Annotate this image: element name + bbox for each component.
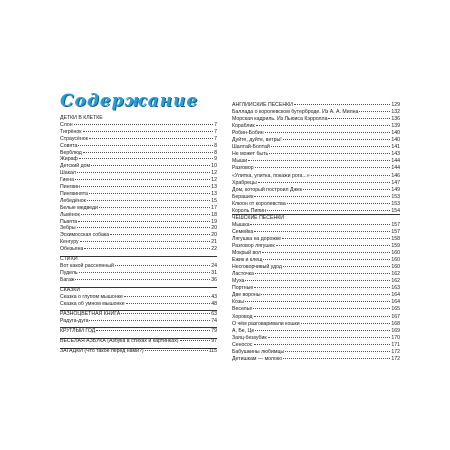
- toc-entry-page: 141: [391, 144, 400, 151]
- toc-entry-page: 170: [391, 334, 400, 341]
- dot-leader: [78, 221, 210, 222]
- toc-entry-title: Ежик и клещ: [232, 257, 263, 264]
- toc-entry-title: Мыши: [232, 158, 248, 165]
- toc-entry-page: 63: [211, 310, 217, 317]
- toc-entry-title: Сказка об умном мышонке: [60, 300, 125, 307]
- toc-entry: [232, 271, 400, 278]
- dot-leader: [74, 124, 214, 125]
- dot-leader: [110, 234, 210, 235]
- toc-entry-page: 7: [214, 135, 217, 142]
- toc-entry-title: Кенгуру: [60, 239, 79, 246]
- dot-leader: [245, 301, 390, 302]
- toc-entry-title: Зебры: [60, 225, 76, 232]
- dot-leader: [81, 186, 210, 187]
- toc-entry-page: 140: [391, 130, 400, 137]
- dot-leader: [287, 203, 391, 204]
- toc-entry-title: Лягушка на дорожке: [232, 235, 282, 242]
- toc-entry: [232, 158, 400, 165]
- toc-entry: [232, 278, 400, 285]
- toc-entry-title: СТИХИ: [60, 256, 78, 263]
- toc-entry-title: Робин-Бобин: [232, 130, 264, 137]
- toc-entry: [232, 222, 400, 229]
- toc-entry-title: Радуга-дуга: [60, 317, 89, 324]
- toc-entry-page: 24: [211, 263, 217, 270]
- dot-leader: [255, 167, 391, 168]
- toc-entry-page: 162: [391, 271, 400, 278]
- toc-entry-title: ЧЕШСКИЕ ПЕСЕНКИ: [232, 214, 284, 221]
- toc-entry-title: Берашек: [232, 193, 254, 200]
- toc-entry-title: Сеносос: [232, 341, 253, 348]
- toc-entry-page: 18: [211, 211, 217, 218]
- dot-leader: [96, 330, 210, 331]
- toc-entry-page: 171: [391, 341, 400, 348]
- toc-entry-title: Обезьяна: [60, 246, 84, 253]
- dot-leader: [87, 200, 210, 201]
- toc-entry-title: Совята: [60, 142, 78, 149]
- toc-entry-title: Пьвята: [60, 218, 78, 225]
- toc-entry-page: 154: [391, 207, 400, 214]
- dot-leader: [245, 280, 390, 281]
- toc-entry-title: Белые медведи: [60, 204, 98, 211]
- toc-entry-title: Муха: [232, 278, 245, 285]
- toc-entry: [232, 328, 400, 335]
- toc-entry-page: 7: [214, 128, 217, 135]
- dot-leader: [282, 238, 390, 239]
- dot-leader: [258, 182, 391, 183]
- toc-entry-title: Детский дом: [60, 163, 91, 170]
- dot-leader: [328, 118, 390, 119]
- toc-entry-page: 10: [211, 163, 217, 170]
- toc-entry-title: РАЗНОЦВЕТНАЯ КНИГА: [60, 310, 121, 317]
- toc-entry: [232, 229, 400, 236]
- toc-entry-title: Морская кадриль. Из Льюиса Кэрролла: [232, 116, 328, 123]
- dot-leader: [267, 210, 390, 211]
- toc-section-heading: [60, 328, 217, 335]
- toc-entry-page: 17: [211, 204, 217, 211]
- toc-entry: [232, 165, 400, 172]
- toc-entry-title: ВЕСЁЛАЯ АЗБУКА (Азбука в стихах и картинках): [60, 338, 179, 344]
- toc-entry-title: Багаж: [60, 276, 75, 283]
- toc-entry-title: Дуйте, дуйте, ветры!: [232, 137, 282, 144]
- dot-leader: [276, 245, 391, 246]
- dot-leader: [253, 308, 390, 309]
- toc-entry-page: 147: [391, 179, 400, 186]
- dot-leader: [265, 132, 391, 133]
- toc-entry: [232, 306, 400, 313]
- toc-entry-title: Лебедёнок: [60, 197, 86, 204]
- toc-entry-page: 13: [211, 184, 217, 190]
- toc-entry-title: Шалтай-Болтай: [232, 144, 270, 151]
- toc-entry-title: Бабушкины любимцы: [232, 348, 285, 355]
- dot-leader: [121, 313, 210, 314]
- toc-entry-title: Несговорчивый удод: [232, 264, 282, 271]
- toc-entry: [232, 264, 400, 271]
- toc-entry-title: Не может быть: [232, 151, 269, 158]
- toc-entry-title: Страусёнок: [60, 135, 88, 142]
- toc-entry-page: 163: [391, 285, 400, 292]
- dot-leader: [254, 231, 390, 232]
- toc-entry: [232, 257, 400, 264]
- toc-entry-page: 97: [211, 338, 217, 344]
- toc-entry-title: Мышка: [232, 221, 250, 228]
- dot-leader: [99, 207, 210, 208]
- toc-entry-title: Ласточка: [232, 271, 254, 278]
- dot-leader: [124, 296, 210, 297]
- dot-leader: [254, 344, 391, 345]
- toc-entry-page: 172: [391, 355, 400, 362]
- toc-entry-title: Клюон от королевства: [232, 200, 286, 207]
- dot-leader: [283, 266, 390, 267]
- dot-leader: [80, 241, 211, 242]
- toc-entry: [232, 236, 400, 243]
- dot-leader: [250, 224, 390, 225]
- dot-leader: [81, 214, 210, 215]
- toc-entry-title: Верблюд: [60, 149, 82, 156]
- toc-entry: [60, 246, 217, 253]
- dot-leader: [89, 320, 210, 321]
- toc-entry-page: 144: [391, 165, 400, 172]
- toc-entry-title: Разговор лягушек: [232, 243, 275, 249]
- toc-entry-page: 139: [391, 123, 400, 130]
- toc-entry-title: ЗАГАДКИ (Что такое перед нами?): [60, 348, 144, 355]
- toc-entry-page: 153: [391, 200, 400, 207]
- toc-entry-page: 160: [391, 257, 400, 264]
- toc-entry: [232, 285, 400, 292]
- toc-entry-title: Шакал: [60, 170, 76, 177]
- toc-entry: [232, 144, 400, 151]
- toc-entry-page: 21: [211, 239, 217, 246]
- toc-entry-page: 31: [211, 270, 217, 276]
- toc-entry-title: «Улитка, улитка, покажи рога...»: [232, 172, 310, 179]
- toc-entry-page: 132: [391, 109, 400, 116]
- toc-entry-title: Храбрецы: [232, 179, 257, 186]
- toc-entry-title: Веселье: [232, 306, 253, 313]
- dot-leader: [294, 104, 390, 105]
- toc-entry-page: 143: [391, 151, 400, 158]
- toc-entry-title: Две вороны: [232, 292, 261, 299]
- toc-section-heading: [232, 215, 400, 222]
- toc-entry-title: Пингвинята: [60, 190, 88, 197]
- toc-entry-page: 172: [391, 348, 400, 355]
- toc-entry: [232, 187, 400, 194]
- toc-entry-page: 8: [214, 142, 217, 149]
- toc-entry: [232, 356, 400, 363]
- toc-entry-page: 146: [391, 172, 400, 179]
- toc-entry-page: 20: [211, 232, 217, 239]
- toc-entry: [232, 123, 400, 130]
- dot-leader: [77, 172, 210, 173]
- toc-entry: [232, 250, 400, 257]
- toc-entry-page: 165: [391, 306, 400, 313]
- toc-entry-page: 22: [211, 246, 217, 253]
- toc-entry-page: 144: [391, 158, 400, 165]
- toc-entry: [60, 301, 217, 308]
- toc-section-heading: [60, 338, 217, 345]
- toc-entry-title: Сказка о глупом мышонке: [60, 293, 123, 300]
- dot-leader: [254, 196, 390, 197]
- dot-leader: [283, 358, 390, 359]
- dot-leader: [126, 303, 211, 304]
- dot-leader: [271, 146, 391, 147]
- toc-entry-title: Тигрёнок: [60, 128, 82, 135]
- toc-entry: [232, 173, 400, 180]
- toc-entry-title: Баллада о королевском бутерброде. Из А. А. Милна: [232, 109, 359, 116]
- toc-entry: [232, 349, 400, 356]
- toc-entry-title: Козы: [232, 299, 244, 306]
- toc-entry: [232, 335, 400, 342]
- dot-leader: [311, 175, 391, 176]
- toc-entry-page: 168: [391, 320, 400, 327]
- toc-entry: [232, 109, 400, 116]
- toc-entry-title: Эскимосская собака: [60, 232, 110, 239]
- toc-entry: [60, 277, 217, 284]
- toc-entry-page: 169: [391, 327, 400, 334]
- toc-entry: [60, 318, 217, 325]
- dot-leader: [84, 248, 210, 249]
- toc-entry-title: Дом, который построил Джек: [232, 186, 303, 193]
- toc-entry-page: 136: [391, 116, 400, 123]
- toc-entry: [232, 137, 400, 144]
- toc-entry-page: 43: [211, 293, 217, 300]
- toc-entry-page: 15: [211, 197, 217, 204]
- toc-entry-page: 79: [211, 327, 217, 334]
- toc-entry-page: 162: [391, 278, 400, 285]
- toc-entry-page: 157: [391, 228, 400, 235]
- toc-entry-page: 48: [211, 300, 217, 307]
- toc-entry-page: 164: [391, 292, 400, 299]
- toc-entry-page: 12: [211, 177, 217, 184]
- toc-entry-title: Мокрый вол: [232, 250, 261, 257]
- toc-entry-page: 160: [391, 264, 400, 271]
- toc-entry-title: Гиена: [60, 177, 75, 184]
- dot-leader: [248, 160, 390, 161]
- toc-entry-page: 7: [214, 121, 217, 128]
- dot-leader: [75, 279, 210, 280]
- toc-entry: [232, 130, 400, 137]
- toc-entry-title: АНГЛИЙСКИЕ ПЕСЕНКИ: [232, 102, 293, 108]
- toc-entry-title: КРУГЛЫЙ ГОД: [60, 327, 96, 334]
- toc-entry: [232, 180, 400, 187]
- toc-entry-page: 158: [391, 235, 400, 242]
- toc-entry-page: 149: [391, 186, 400, 193]
- dot-leader: [263, 259, 390, 260]
- toc-entry: [232, 314, 400, 321]
- toc-entry-page: 8: [214, 149, 217, 156]
- dot-leader: [256, 125, 391, 126]
- dot-leader: [254, 316, 391, 317]
- toc-entry: [232, 321, 400, 328]
- toc-entry: [232, 299, 400, 306]
- toc-entry-title: Король Пипин: [232, 207, 266, 214]
- toc-entry-title: Семейка: [232, 228, 254, 235]
- dot-leader: [269, 153, 390, 154]
- toc-entry-page: 20: [211, 225, 217, 232]
- toc-entry-title: О чём разговаривали кошки: [232, 320, 300, 327]
- dot-leader: [77, 227, 211, 228]
- dot-leader: [268, 337, 391, 338]
- dot-leader: [283, 139, 391, 140]
- toc-entry-page: 74: [211, 317, 217, 324]
- toc-entry-title: ДЕТКИ В КЛЕТКЕ: [60, 115, 103, 121]
- toc-entry-page: 129: [391, 102, 400, 108]
- dot-leader: [79, 272, 211, 273]
- dot-leader: [255, 330, 390, 331]
- toc-entry-title: Львёнок: [60, 211, 80, 218]
- dot-leader: [303, 189, 390, 190]
- dot-leader: [285, 351, 390, 352]
- toc-entry-title: Заяц-беззубик: [232, 334, 267, 341]
- dot-leader: [255, 273, 390, 274]
- toc-entry: [232, 201, 400, 208]
- toc-entry: [232, 151, 400, 158]
- dot-leader: [89, 138, 213, 139]
- toc-entry-title: Кораблик: [232, 123, 255, 130]
- page-title: Содержание: [60, 91, 199, 111]
- toc-entry: [232, 292, 400, 299]
- toc-entry: [232, 342, 400, 349]
- toc-entry-page: 36: [211, 276, 217, 283]
- toc-entry-page: 160: [391, 250, 400, 257]
- toc-entry-title: Вот какой рассеянный: [60, 263, 114, 270]
- toc-entry-title: Пингвин: [60, 184, 80, 190]
- toc-entry-title: Пудель: [60, 270, 78, 276]
- toc-entry-page: 19: [211, 218, 217, 225]
- dot-leader: [91, 165, 210, 166]
- toc-entry-page: 12: [211, 170, 217, 177]
- toc-entry-title: Детишкам — молоко: [232, 355, 283, 362]
- toc-entry-page: 153: [391, 193, 400, 200]
- dot-leader: [261, 294, 390, 295]
- toc-entry-page: 13: [211, 190, 217, 197]
- toc-entry: [232, 194, 400, 201]
- dot-leader: [89, 193, 210, 194]
- dot-leader: [180, 340, 211, 341]
- toc-entry-title: Разговор: [232, 165, 254, 172]
- toc-entry-title: Портные: [232, 285, 254, 292]
- toc-entry-page: 167: [391, 313, 400, 320]
- dot-leader: [115, 265, 210, 266]
- toc-section-heading: [60, 348, 217, 355]
- dot-leader: [301, 323, 391, 324]
- toc-entry-page: 115: [208, 348, 217, 355]
- toc-entry-title: Хоровод: [232, 313, 253, 320]
- toc-entry: [232, 243, 400, 250]
- toc-section-heading: [232, 102, 400, 109]
- dot-leader: [79, 158, 213, 159]
- dot-leader: [359, 111, 390, 112]
- toc-entry-title: А, Бе, Це: [232, 327, 255, 334]
- dot-leader: [262, 252, 390, 253]
- dot-leader: [83, 131, 214, 132]
- toc-entry-page: 157: [391, 221, 400, 228]
- toc-entry-title: СКАЗКИ: [60, 287, 81, 293]
- toc-entry-page: 164: [391, 299, 400, 306]
- dot-leader: [75, 179, 210, 180]
- dot-leader: [78, 145, 213, 146]
- toc-entry-page: 159: [391, 243, 400, 249]
- toc-entry-title: Жираф: [60, 156, 78, 163]
- toc-entry: [232, 116, 400, 123]
- toc-entry-page: 140: [391, 137, 400, 144]
- dot-leader: [145, 350, 208, 351]
- toc-entry-title: Слон: [60, 121, 73, 128]
- dot-leader: [83, 152, 213, 153]
- toc-entry-page: 9: [214, 156, 217, 163]
- dot-leader: [254, 287, 390, 288]
